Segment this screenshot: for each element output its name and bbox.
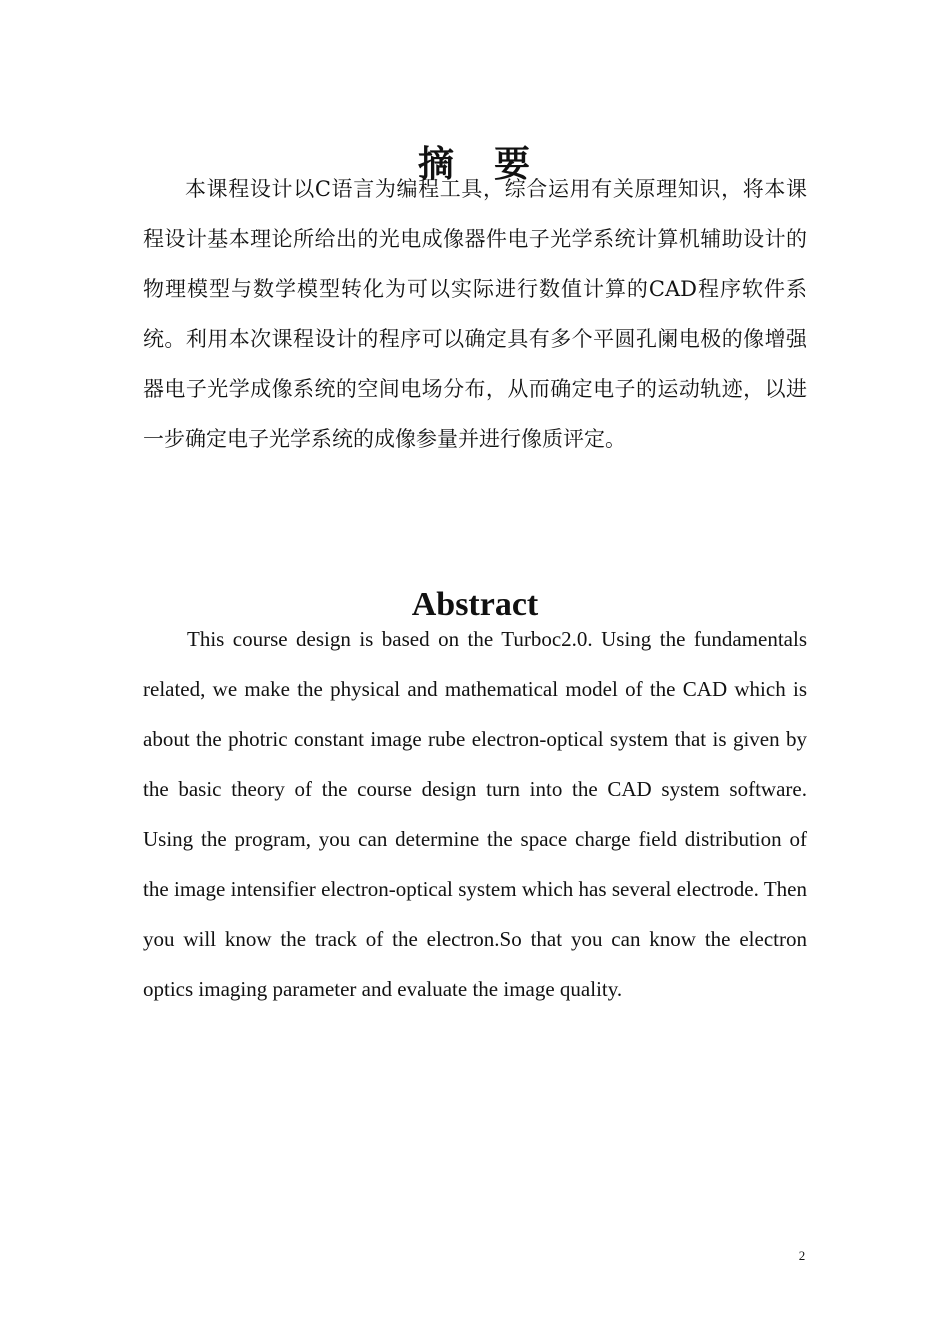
english-abstract-body: This course design is based on the Turboc2.0. Using the fundamentals related, we make the physical and mathematical model of the CAD which is about the photric constant image rube electron-optical system that is given by the basic theory of the course design turn into the CAD system software. Using the program, you can determine the space charge field distribution of the image intensifier electron-optical system which has several electrode. Then you will know the track of the electron.So that you can know the electron optics imaging parameter and evaluate the image quality. [143,627,807,1001]
chinese-abstract-title: 摘 要 [417,143,532,186]
chinese-abstract-body: 本课程设计以C语言为编程工具，综合运用有关原理知识，将本课程设计基本理论所给出的光电成像器件电子光学系统计算机辅助设计的物理模型与数学模型转化为可以实际进行数值计算的CAD程序软件系统。利用本次课程设计的程序可以确定具有多个平圆孔阑电极的像增强器电子光学成像系统的空间电场分布，从而确定电子的运动轨迹，以进一步确定电子光学系统的成像参量并进行像质评定。 [143,177,807,451]
english-abstract-title: Abstract [411,585,539,623]
page-number: 2 [798,1248,806,1263]
